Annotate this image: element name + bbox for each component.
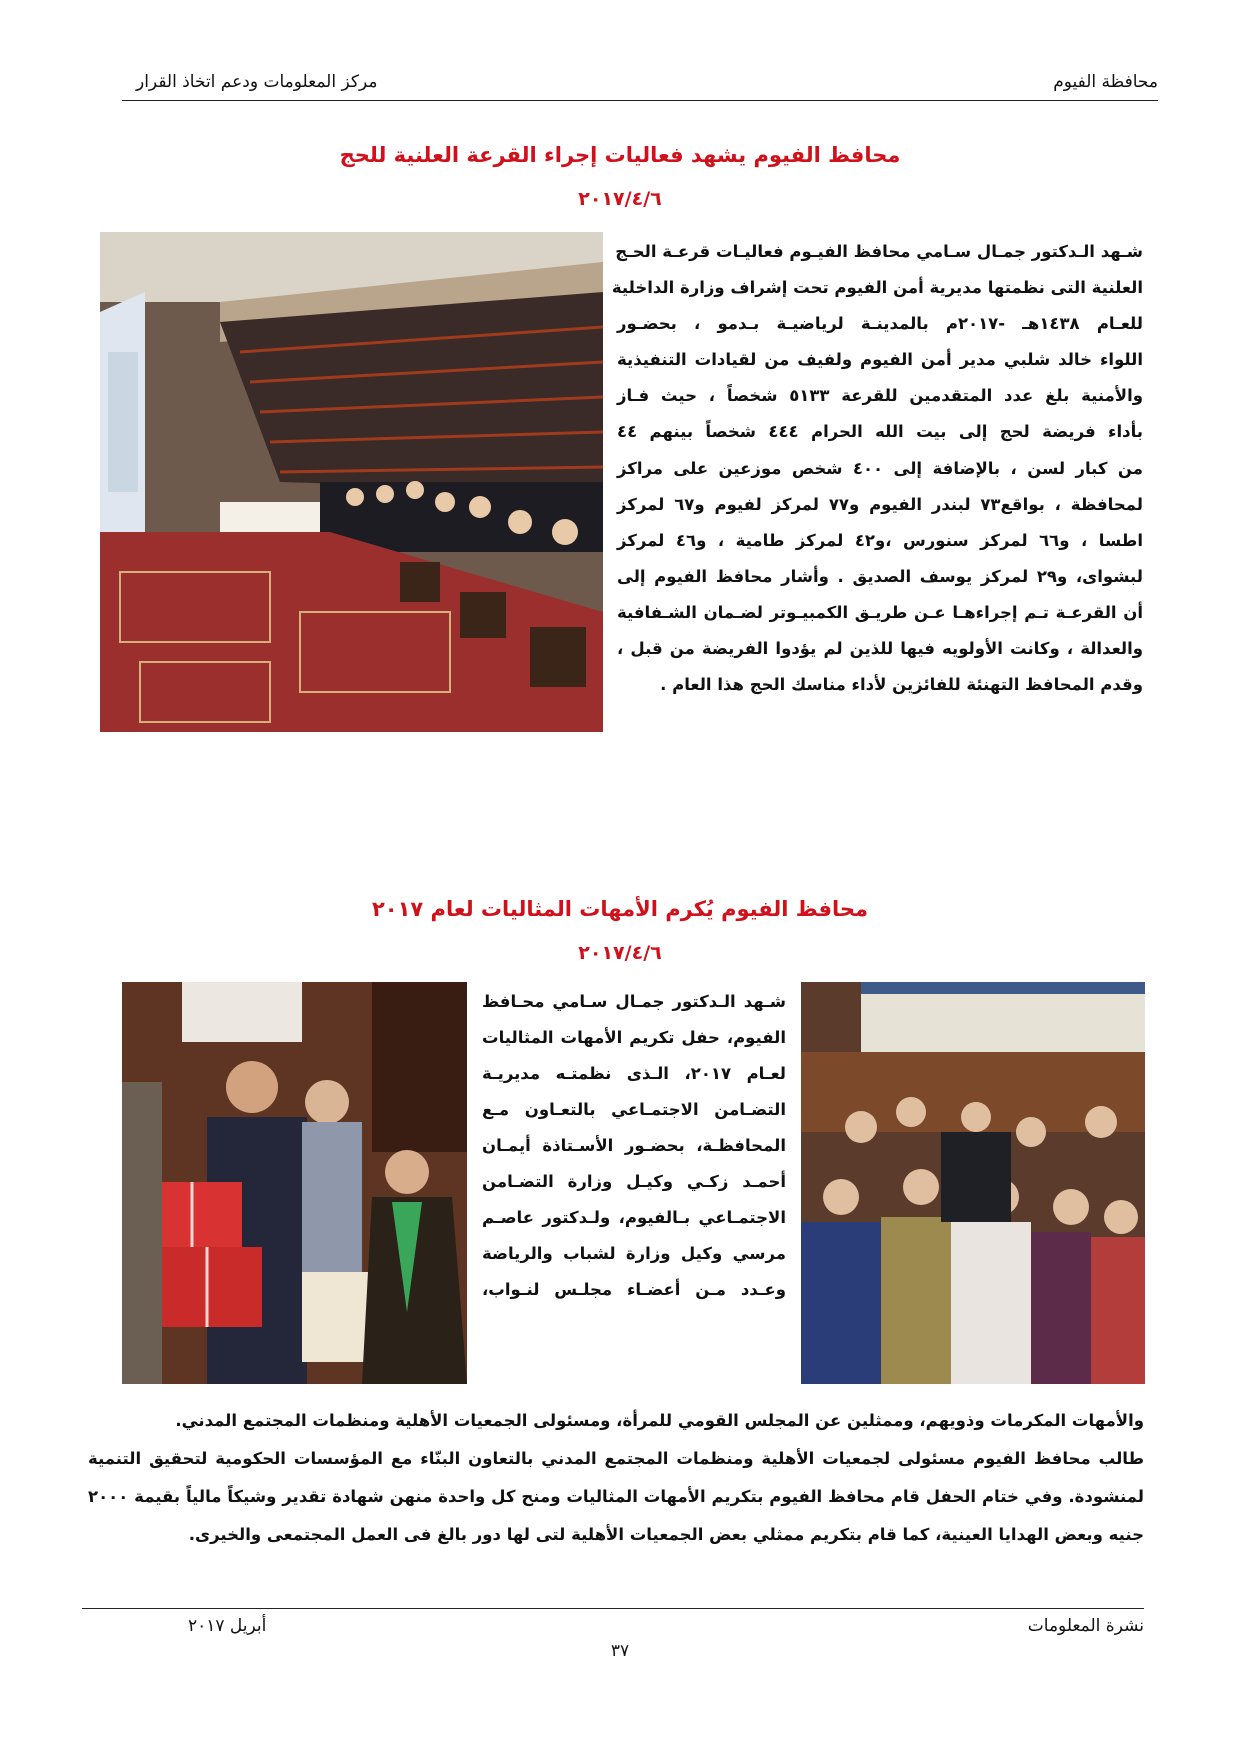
article1-line: للعـام ١٤٣٨هـ -٢٠١٧م بالمدينـة لرياضيـة بـدمو ، بحضـور: [617, 314, 1143, 334]
header-rule: [122, 100, 1158, 101]
footer-bulletin-name: نشرة المعلومات: [1027, 1616, 1144, 1636]
article2-column-line: شـهد الـدكتور جمـال سـامي محـافظ: [482, 992, 786, 1011]
group-illustration: [801, 982, 1145, 1384]
article2-column-line: الفيوم، حفل تكريم الأمهات المثاليات: [482, 1028, 786, 1047]
article1-line: من كبار لسن ، بالإضافة إلى ٤٠٠ شخص موزعين على مراكز: [617, 458, 1143, 478]
article2-column-line: وعـدد مـن أعضـاء مجلـس لنـواب،: [482, 1280, 786, 1299]
hall-illustration: [100, 232, 603, 732]
gift-illustration: [122, 982, 467, 1384]
photo-sports-hall-lottery: [100, 232, 603, 732]
article1-title: محافظ الفيوم يشهد فعاليات إجراء القرعة العلنية للحج: [339, 143, 901, 167]
article1-line: لبشواى، و٢٩ لمركز يوسف الصديق . وأشار محافظ الفيوم إلى: [617, 566, 1143, 586]
article2-full-line: لمنشودة. وفي ختام الحفل قام محافظ الفيوم بتكريم الأمهات المثاليات ومنح كل واحدة منهن شهادة تقدير وشيكاً مالياً بقيمة ٢٠٠٠: [88, 1487, 1144, 1506]
article2-column-line: المحافظـة، بحضـور الأسـتاذة أيمـان: [482, 1136, 786, 1155]
article2-full-line: والأمهات المكرمات وذويهم، وممثلين عن المجلس القومي للمرأة، ومسئولى الجمعيات الأهلية ومنظمات المجتمع المدني.: [175, 1411, 1144, 1430]
article2-full-line: طالب محافظ الفيوم مسئولى لجمعيات الأهلية ومنظمات المجتمع المدني بالتعاون البنّاء مع المؤسسات الحكومية لتحقيق التنمية: [88, 1449, 1144, 1468]
article1-line: اللواء خالد شلبي مدير أمن الفيوم ولفيف من لقيادات التنفيذية: [617, 350, 1143, 370]
article1-line: أن القرعـة تـم إجراءهـا عـن طريـق الكمبيـوتر لضـمان الشـفافية: [617, 602, 1143, 622]
article1-body: [611, 234, 1143, 703]
footer-issue-date: أبريل ٢٠١٧: [188, 1616, 267, 1636]
article2-full-body: [88, 1402, 1144, 1554]
article2-full-line: جنيه وبعض الهدايا العينية، كما قام بتكريم ممثلي بعض الجمعيات الأهلية لتى لها دور بالغ فى العمل المجتمعى والخيرى.: [188, 1525, 1144, 1544]
article1-line: العلنية التى نظمتها مديرية أمن الفيوم تحت إشراف وزارة الداخلية: [611, 278, 1143, 298]
article2-column-body: [482, 984, 786, 1308]
article1-date: ٢٠١٧/٤/٦: [578, 188, 662, 210]
article2-title: محافظ الفيوم يُكرم الأمهات المثاليات لعام ٢٠١٧: [371, 897, 869, 921]
photo-honored-mothers-group: [801, 982, 1145, 1384]
article1-line: والأمنية بلغ عدد المتقدمين للقرعة ٥١٣٣ شخصاً ، حيث فـاز: [617, 386, 1143, 406]
article1-line: لمحافظة ، بواقع٧٣ لبندر الفيوم و٧٧ لمركز لفيوم و٦٧ لمركز: [617, 494, 1143, 514]
photo-gift-handover: [122, 982, 467, 1384]
article1-line: وقدم المحافظ التهنئة للفائزين لأداء مناسك الحج هذا العام .: [660, 675, 1143, 695]
article2-date: ٢٠١٧/٤/٦: [578, 942, 662, 964]
page-number: ٣٧: [610, 1641, 630, 1661]
article2-column-line: الاجتمـاعي بـالفيوم، ولـدكتور عاصـم: [482, 1208, 786, 1227]
article1-line: بأداء فريضة لحج إلى بيت الله الحرام ٤٤٤ شخصاً بينهم ٤٤: [617, 422, 1143, 442]
article1-line: اطسا ، و٦٦ لمركز سنورس ،و٤٢ لمركز طامية ، و٤٦ لمركز: [617, 530, 1143, 550]
article2-column-line: التضـامن الاجتمـاعي بالتعـاون مـع: [482, 1100, 786, 1119]
article2-column-line: مرسي وكيل وزارة لشباب والرياضة: [482, 1244, 786, 1263]
header-publisher: محافظة الفيوم: [1053, 72, 1158, 92]
footer-rule: [82, 1608, 1144, 1609]
article2-column-line: أحمـد زكـي وكيـل وزارة التضـامن: [482, 1172, 786, 1191]
article1-line: شـهد الـدكتور جمـال سـامي محافظ الفيـوم فعاليـات قرعـة الحـج: [615, 242, 1143, 261]
article1-line: والعدالة ، وكانت الأولويه فيها للذين لم يؤدوا الفريضة من قبل ،: [617, 639, 1143, 659]
article2-column-line: لعـام ٢٠١٧، الـذى نظمتـه مديريـة: [482, 1064, 787, 1083]
header-center-name: مركز المعلومات ودعم اتخاذ القرار: [136, 72, 378, 92]
